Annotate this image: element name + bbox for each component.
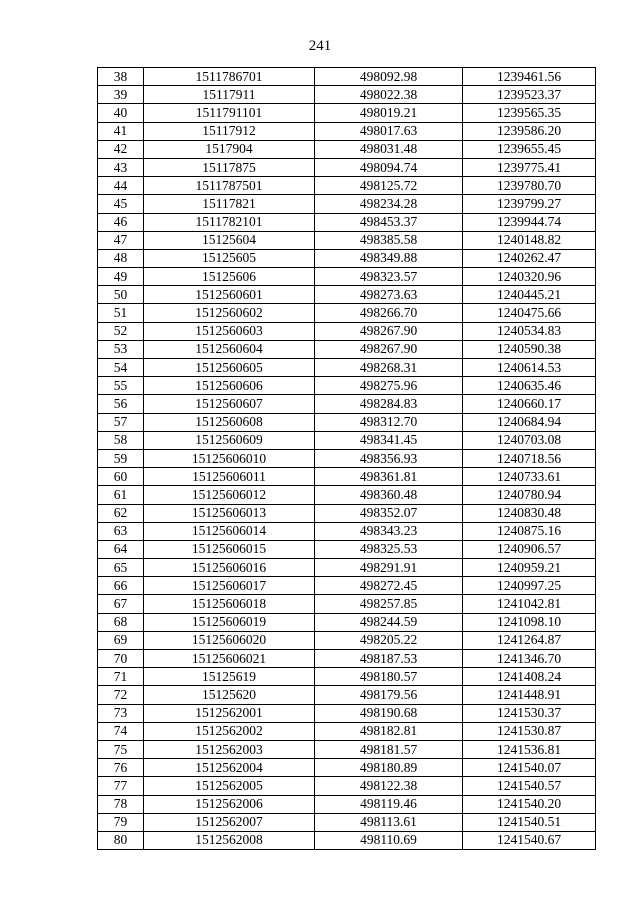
point-number-cell: 63: [98, 522, 144, 540]
y-coordinate-cell: 1240614.53: [463, 359, 596, 377]
x-coordinate-cell: 498267.90: [315, 340, 463, 358]
x-coordinate-cell: 498110.69: [315, 831, 463, 849]
y-coordinate-cell: 1241540.51: [463, 813, 596, 831]
point-number-cell: 46: [98, 213, 144, 231]
table-row: [98, 340, 596, 358]
point-id-cell: 1512562008: [144, 831, 315, 849]
point-number-cell: 76: [98, 759, 144, 777]
point-id-cell: 1511787501: [144, 177, 315, 195]
table-row: [98, 686, 596, 704]
point-number-cell: 43: [98, 158, 144, 176]
x-coordinate-cell: 498180.89: [315, 759, 463, 777]
x-coordinate-cell: 498182.81: [315, 722, 463, 740]
table-row: [98, 140, 596, 158]
y-coordinate-cell: 1239565.35: [463, 104, 596, 122]
point-number-cell: 78: [98, 795, 144, 813]
y-coordinate-cell: 1241536.81: [463, 740, 596, 758]
x-coordinate-cell: 498284.83: [315, 395, 463, 413]
x-coordinate-cell: 498361.81: [315, 468, 463, 486]
x-coordinate-cell: 498453.37: [315, 213, 463, 231]
x-coordinate-cell: 498272.45: [315, 577, 463, 595]
x-coordinate-cell: 498190.68: [315, 704, 463, 722]
x-coordinate-cell: 498352.07: [315, 504, 463, 522]
point-number-cell: 73: [98, 704, 144, 722]
y-coordinate-cell: 1241042.81: [463, 595, 596, 613]
table-row: [98, 559, 596, 577]
point-number-cell: 41: [98, 122, 144, 140]
table-row: [98, 249, 596, 267]
point-number-cell: 56: [98, 395, 144, 413]
point-id-cell: 1512560606: [144, 377, 315, 395]
y-coordinate-cell: 1239461.56: [463, 68, 596, 86]
point-number-cell: 74: [98, 722, 144, 740]
point-id-cell: 1512562005: [144, 777, 315, 795]
point-number-cell: 42: [98, 140, 144, 158]
coordinates-table: [97, 67, 596, 850]
table-row: [98, 68, 596, 86]
point-id-cell: 1512560605: [144, 359, 315, 377]
point-id-cell: 1511791101: [144, 104, 315, 122]
point-number-cell: 48: [98, 249, 144, 267]
table-row: [98, 504, 596, 522]
x-coordinate-cell: 498291.91: [315, 559, 463, 577]
y-coordinate-cell: 1240733.61: [463, 468, 596, 486]
table-row: [98, 777, 596, 795]
x-coordinate-cell: 498360.48: [315, 486, 463, 504]
point-id-cell: 1511786701: [144, 68, 315, 86]
point-id-cell: 15117875: [144, 158, 315, 176]
point-id-cell: 1512562003: [144, 740, 315, 758]
y-coordinate-cell: 1240475.66: [463, 304, 596, 322]
y-coordinate-cell: 1239780.70: [463, 177, 596, 195]
point-id-cell: 15117912: [144, 122, 315, 140]
y-coordinate-cell: 1240635.46: [463, 377, 596, 395]
page-number: 241: [308, 38, 332, 54]
point-id-cell: 15125606020: [144, 631, 315, 649]
y-coordinate-cell: 1240830.48: [463, 504, 596, 522]
x-coordinate-cell: 498356.93: [315, 449, 463, 467]
point-id-cell: 15125604: [144, 231, 315, 249]
point-number-cell: 70: [98, 650, 144, 668]
point-id-cell: 1512560602: [144, 304, 315, 322]
point-id-cell: 1512560607: [144, 395, 315, 413]
x-coordinate-cell: 498234.28: [315, 195, 463, 213]
point-number-cell: 38: [98, 68, 144, 86]
table-row: [98, 122, 596, 140]
point-number-cell: 44: [98, 177, 144, 195]
point-number-cell: 58: [98, 431, 144, 449]
y-coordinate-cell: 1241540.67: [463, 831, 596, 849]
point-id-cell: 15117821: [144, 195, 315, 213]
x-coordinate-cell: 498385.58: [315, 231, 463, 249]
x-coordinate-cell: 498092.98: [315, 68, 463, 86]
y-coordinate-cell: 1239775.41: [463, 158, 596, 176]
table-row: [98, 650, 596, 668]
y-coordinate-cell: 1240780.94: [463, 486, 596, 504]
x-coordinate-cell: 498273.63: [315, 286, 463, 304]
point-id-cell: 1512560608: [144, 413, 315, 431]
table-row: [98, 540, 596, 558]
point-number-cell: 77: [98, 777, 144, 795]
table-row: [98, 631, 596, 649]
y-coordinate-cell: 1241448.91: [463, 686, 596, 704]
point-id-cell: 15125606013: [144, 504, 315, 522]
point-number-cell: 65: [98, 559, 144, 577]
table-row: [98, 668, 596, 686]
coordinates-table-body: [98, 68, 596, 850]
table-row: [98, 395, 596, 413]
point-number-cell: 71: [98, 668, 144, 686]
point-id-cell: 15125620: [144, 686, 315, 704]
point-id-cell: 1512560601: [144, 286, 315, 304]
point-id-cell: 1512560609: [144, 431, 315, 449]
point-id-cell: 15125606: [144, 268, 315, 286]
table-row: [98, 613, 596, 631]
table-row: [98, 595, 596, 613]
y-coordinate-cell: 1240148.82: [463, 231, 596, 249]
y-coordinate-cell: 1239523.37: [463, 86, 596, 104]
y-coordinate-cell: 1241540.07: [463, 759, 596, 777]
point-number-cell: 75: [98, 740, 144, 758]
point-id-cell: 15125605: [144, 249, 315, 267]
x-coordinate-cell: 498257.85: [315, 595, 463, 613]
y-coordinate-cell: 1241408.24: [463, 668, 596, 686]
point-number-cell: 54: [98, 359, 144, 377]
table-row: [98, 286, 596, 304]
point-id-cell: 1511782101: [144, 213, 315, 231]
x-coordinate-cell: 498349.88: [315, 249, 463, 267]
point-id-cell: 1512560603: [144, 322, 315, 340]
point-id-cell: 1512562004: [144, 759, 315, 777]
table-row: [98, 304, 596, 322]
table-row: [98, 104, 596, 122]
point-number-cell: 53: [98, 340, 144, 358]
x-coordinate-cell: 498341.45: [315, 431, 463, 449]
point-number-cell: 68: [98, 613, 144, 631]
x-coordinate-cell: 498179.56: [315, 686, 463, 704]
x-coordinate-cell: 498343.23: [315, 522, 463, 540]
y-coordinate-cell: 1240660.17: [463, 395, 596, 413]
y-coordinate-cell: 1240534.83: [463, 322, 596, 340]
point-id-cell: 15125606018: [144, 595, 315, 613]
y-coordinate-cell: 1241530.87: [463, 722, 596, 740]
y-coordinate-cell: 1240875.16: [463, 522, 596, 540]
x-coordinate-cell: 498125.72: [315, 177, 463, 195]
x-coordinate-cell: 498323.57: [315, 268, 463, 286]
y-coordinate-cell: 1241540.20: [463, 795, 596, 813]
table-row: [98, 377, 596, 395]
y-coordinate-cell: 1240684.94: [463, 413, 596, 431]
table-row: [98, 831, 596, 849]
point-number-cell: 40: [98, 104, 144, 122]
point-id-cell: 15125606010: [144, 449, 315, 467]
x-coordinate-cell: 498031.48: [315, 140, 463, 158]
table-row: [98, 468, 596, 486]
table-row: [98, 231, 596, 249]
table-row: [98, 177, 596, 195]
table-row: [98, 431, 596, 449]
table-row: [98, 522, 596, 540]
point-id-cell: 15125606014: [144, 522, 315, 540]
point-number-cell: 62: [98, 504, 144, 522]
point-id-cell: 1512562001: [144, 704, 315, 722]
point-number-cell: 60: [98, 468, 144, 486]
y-coordinate-cell: 1240906.57: [463, 540, 596, 558]
point-id-cell: 15125606011: [144, 468, 315, 486]
table-row: [98, 795, 596, 813]
x-coordinate-cell: 498275.96: [315, 377, 463, 395]
x-coordinate-cell: 498019.21: [315, 104, 463, 122]
y-coordinate-cell: 1240997.25: [463, 577, 596, 595]
point-number-cell: 64: [98, 540, 144, 558]
x-coordinate-cell: 498181.57: [315, 740, 463, 758]
point-number-cell: 59: [98, 449, 144, 467]
y-coordinate-cell: 1240262.47: [463, 249, 596, 267]
point-number-cell: 55: [98, 377, 144, 395]
point-number-cell: 50: [98, 286, 144, 304]
y-coordinate-cell: 1241346.70: [463, 650, 596, 668]
y-coordinate-cell: 1239586.20: [463, 122, 596, 140]
point-number-cell: 49: [98, 268, 144, 286]
y-coordinate-cell: 1241540.57: [463, 777, 596, 795]
y-coordinate-cell: 1241264.87: [463, 631, 596, 649]
x-coordinate-cell: 498244.59: [315, 613, 463, 631]
table-row: [98, 268, 596, 286]
table-row: [98, 195, 596, 213]
x-coordinate-cell: 498113.61: [315, 813, 463, 831]
point-number-cell: 57: [98, 413, 144, 431]
x-coordinate-cell: 498312.70: [315, 413, 463, 431]
table-row: [98, 740, 596, 758]
point-id-cell: 15125606015: [144, 540, 315, 558]
table-row: [98, 577, 596, 595]
point-number-cell: 79: [98, 813, 144, 831]
point-id-cell: 15125619: [144, 668, 315, 686]
x-coordinate-cell: 498268.31: [315, 359, 463, 377]
x-coordinate-cell: 498022.38: [315, 86, 463, 104]
y-coordinate-cell: 1240703.08: [463, 431, 596, 449]
point-number-cell: 51: [98, 304, 144, 322]
x-coordinate-cell: 498017.63: [315, 122, 463, 140]
x-coordinate-cell: 498205.22: [315, 631, 463, 649]
point-id-cell: 15125606017: [144, 577, 315, 595]
y-coordinate-cell: 1239655.45: [463, 140, 596, 158]
y-coordinate-cell: 1240320.96: [463, 268, 596, 286]
x-coordinate-cell: 498180.57: [315, 668, 463, 686]
point-id-cell: 1512560604: [144, 340, 315, 358]
point-number-cell: 45: [98, 195, 144, 213]
table-row: [98, 449, 596, 467]
table-row: [98, 322, 596, 340]
table-row: [98, 359, 596, 377]
point-number-cell: 67: [98, 595, 144, 613]
table-row: [98, 213, 596, 231]
table-row: [98, 486, 596, 504]
x-coordinate-cell: 498187.53: [315, 650, 463, 668]
x-coordinate-cell: 498266.70: [315, 304, 463, 322]
point-number-cell: 39: [98, 86, 144, 104]
point-id-cell: 1512562002: [144, 722, 315, 740]
x-coordinate-cell: 498122.38: [315, 777, 463, 795]
table-row: [98, 704, 596, 722]
point-number-cell: 69: [98, 631, 144, 649]
table-row: [98, 813, 596, 831]
y-coordinate-cell: 1239944.74: [463, 213, 596, 231]
point-id-cell: 15125606021: [144, 650, 315, 668]
x-coordinate-cell: 498119.46: [315, 795, 463, 813]
point-number-cell: 66: [98, 577, 144, 595]
point-id-cell: 1517904: [144, 140, 315, 158]
point-number-cell: 47: [98, 231, 144, 249]
point-number-cell: 52: [98, 322, 144, 340]
table-row: [98, 759, 596, 777]
y-coordinate-cell: 1241530.37: [463, 704, 596, 722]
table-row: [98, 413, 596, 431]
point-id-cell: 15125606016: [144, 559, 315, 577]
y-coordinate-cell: 1240718.56: [463, 449, 596, 467]
table-row: [98, 86, 596, 104]
y-coordinate-cell: 1240959.21: [463, 559, 596, 577]
point-id-cell: 15125606019: [144, 613, 315, 631]
point-id-cell: 1512562006: [144, 795, 315, 813]
y-coordinate-cell: 1239799.27: [463, 195, 596, 213]
y-coordinate-cell: 1240590.38: [463, 340, 596, 358]
point-id-cell: 15125606012: [144, 486, 315, 504]
point-id-cell: 15117911: [144, 86, 315, 104]
x-coordinate-cell: 498267.90: [315, 322, 463, 340]
x-coordinate-cell: 498094.74: [315, 158, 463, 176]
table-row: [98, 158, 596, 176]
table-row: [98, 722, 596, 740]
point-number-cell: 72: [98, 686, 144, 704]
point-number-cell: 61: [98, 486, 144, 504]
x-coordinate-cell: 498325.53: [315, 540, 463, 558]
y-coordinate-cell: 1240445.21: [463, 286, 596, 304]
point-number-cell: 80: [98, 831, 144, 849]
point-id-cell: 1512562007: [144, 813, 315, 831]
y-coordinate-cell: 1241098.10: [463, 613, 596, 631]
